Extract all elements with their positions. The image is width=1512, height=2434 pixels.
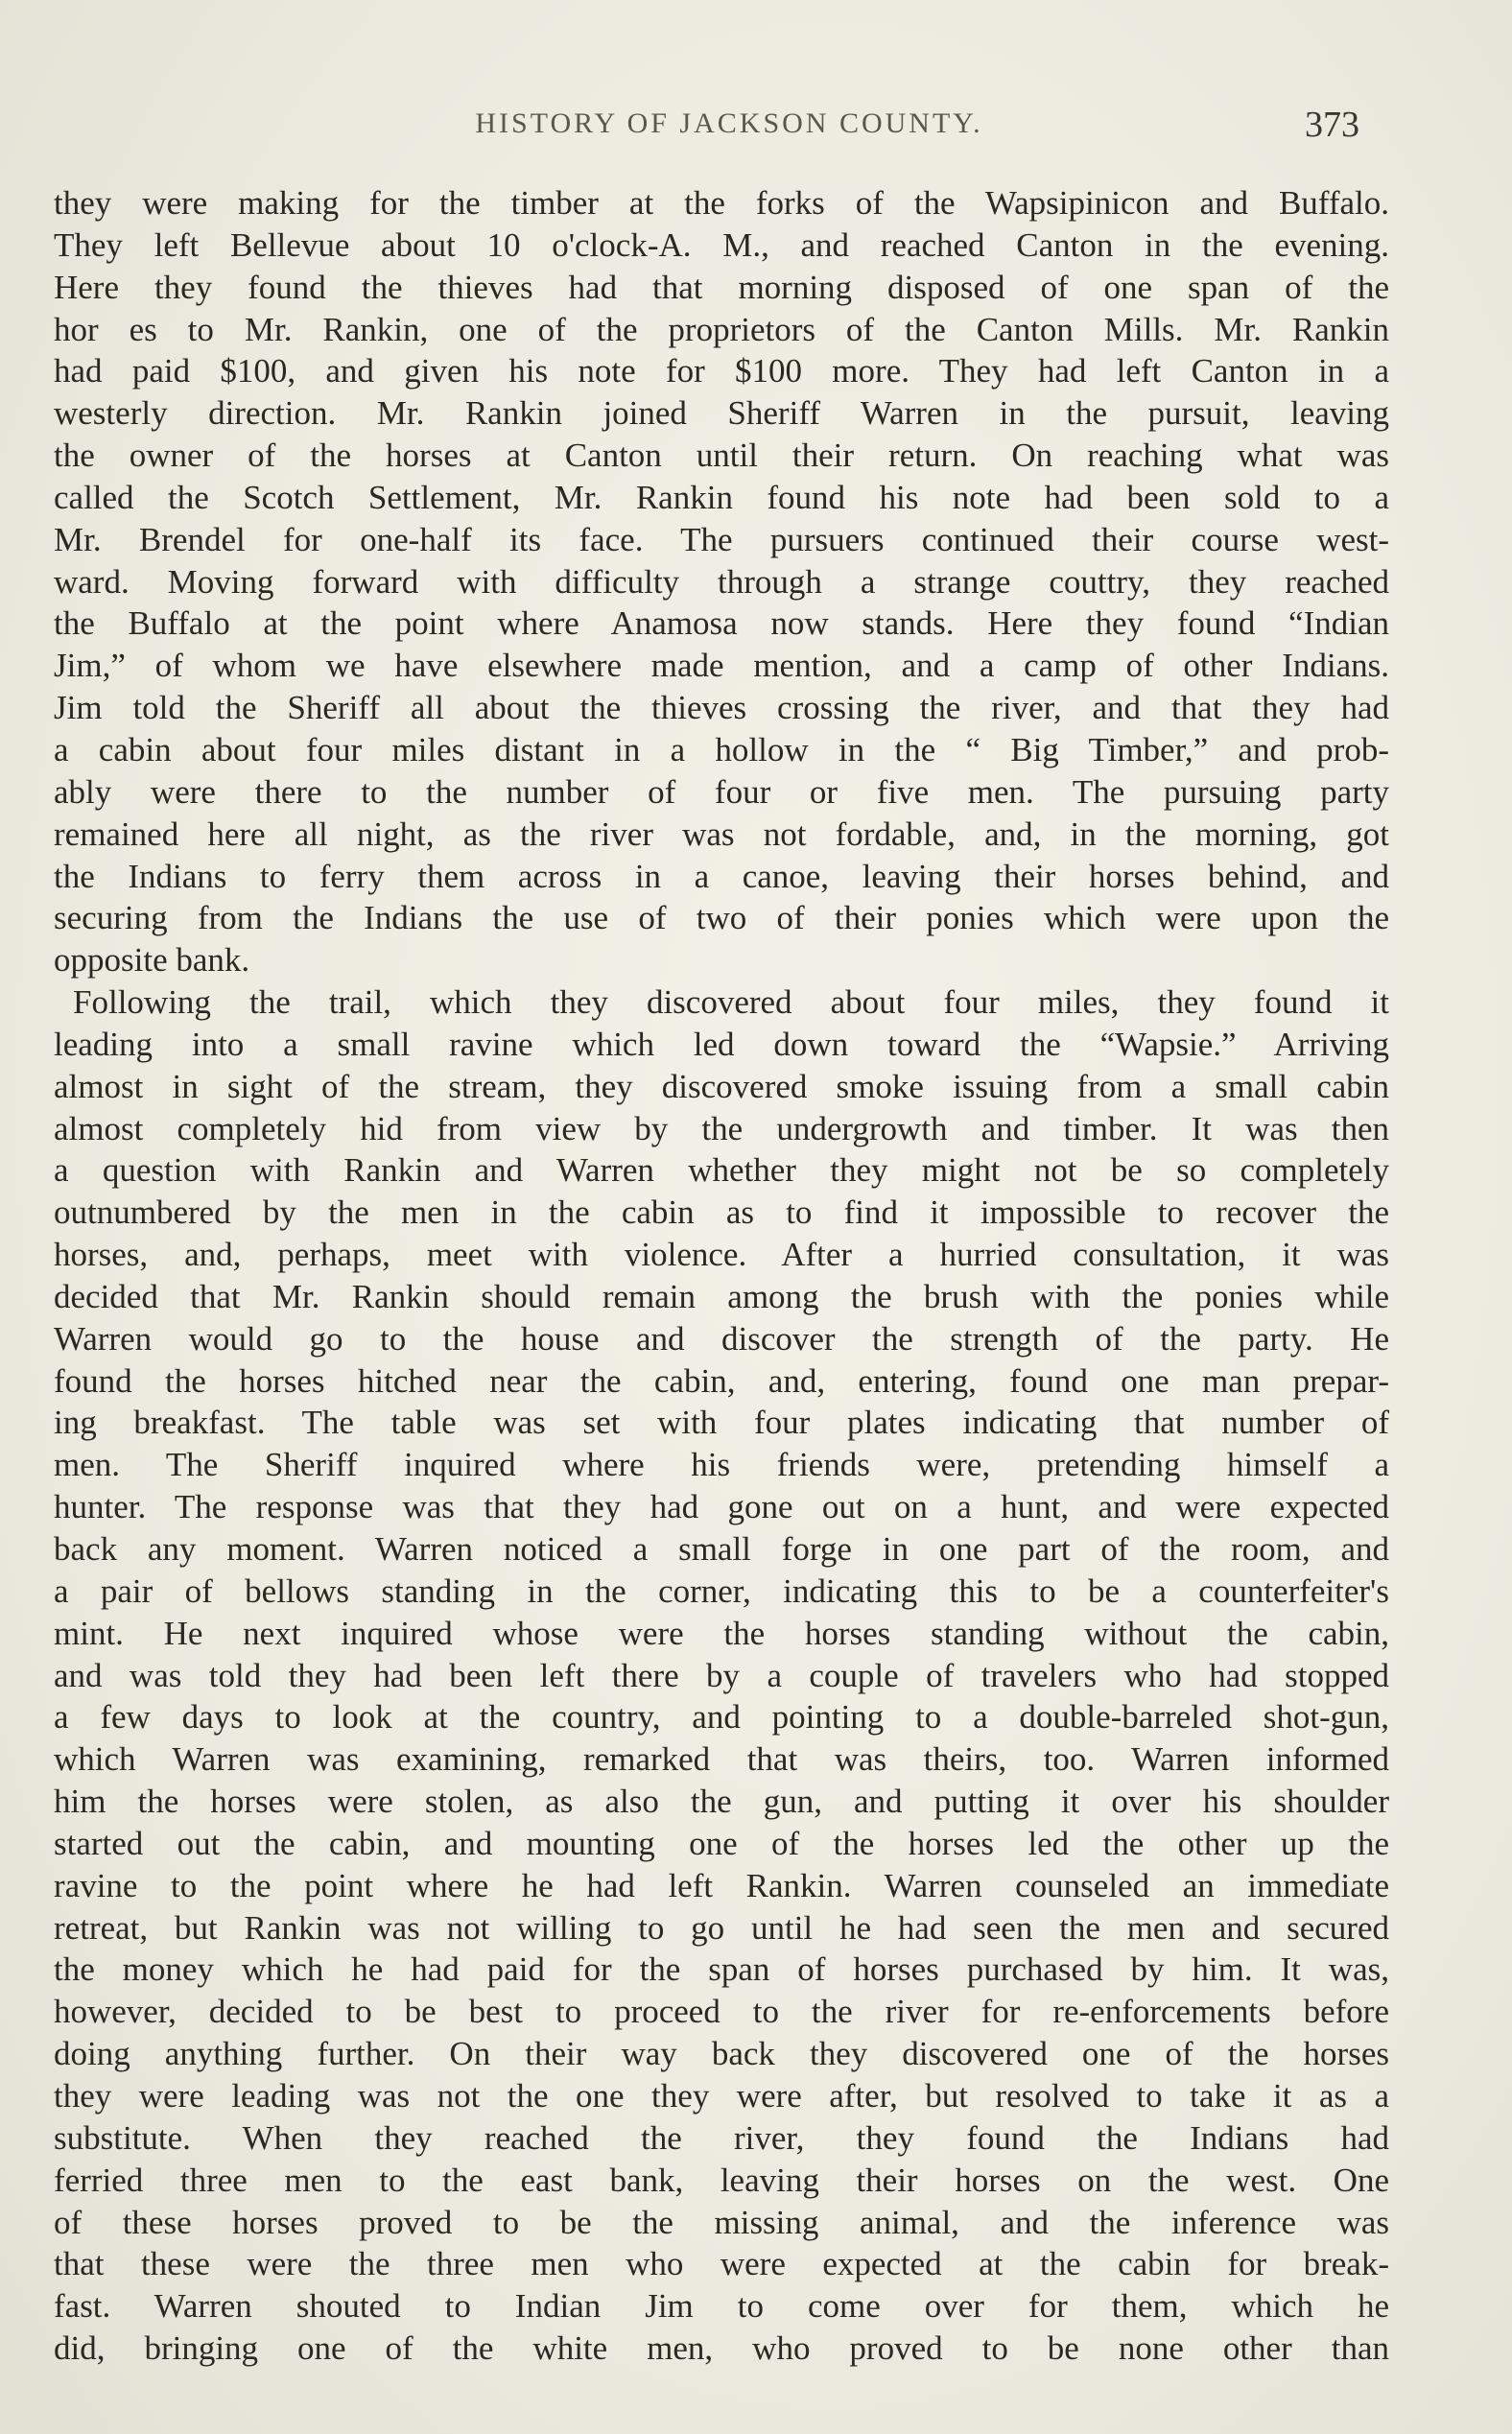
text-line: securing from the Indians the use of two of their ponies which were upon the xyxy=(54,899,1389,937)
text-line: ing breakfast. The table was set with four plates indicating that number of xyxy=(54,1404,1389,1442)
text-line: decided that Mr. Rankin should remain among the brush with the ponies while xyxy=(54,1277,1389,1315)
text-line: the Indians to ferry them across in a canoe, leaving their horses behind, and xyxy=(54,857,1389,895)
text-line: ward. Moving forward with difficulty through a strange couttry, they reached xyxy=(54,562,1389,601)
text-line: which Warren was examining, remarked that was theirs, too. Warren informed xyxy=(54,1740,1389,1779)
text-line: almost in sight of the stream, they discovered smoke issuing from a small cabin xyxy=(54,1067,1389,1105)
text-line: called the Scotch Settlement, Mr. Rankin found his note had been sold to a xyxy=(54,478,1389,516)
text-line: they were leading was not the one they were after, but resolved to take it as a xyxy=(54,2076,1389,2115)
text-line: back any moment. Warren noticed a small forge in one part of the room, and xyxy=(54,1530,1389,1568)
text-line: of these horses proved to be the missing animal, and the inference was xyxy=(54,2203,1389,2241)
text-line: ably were there to the number of four or five men. The pursuing party xyxy=(54,772,1389,811)
text-line: westerly direction. Mr. Rankin joined Sheriff Warren in the pursuit, leaving xyxy=(54,394,1389,433)
text-line: did, bringing one of the white men, who proved to be none other than xyxy=(54,2329,1389,2368)
text-line: a question with Rankin and Warren whether they might not be so completely xyxy=(54,1151,1389,1190)
text-line: horses, and, perhaps, meet with violence. After a hurried consultation, it was xyxy=(54,1236,1389,1274)
text-line: a cabin about four miles distant in a hollow in the “ Big Timber,” and prob- xyxy=(54,730,1389,768)
text-line: ravine to the point where he had left Rankin. Warren counseled an immediate xyxy=(54,1866,1389,1904)
text-line: fast. Warren shouted to Indian Jim to come over for them, which he xyxy=(54,2287,1389,2326)
page-number: 373 xyxy=(1305,105,1359,145)
text-line: they were making for the timber at the forks of the Wapsipinicon and Buffalo. xyxy=(54,184,1389,222)
text-line: a few days to look at the country, and pointing to a double-barreled shot-gun, xyxy=(54,1698,1389,1737)
body-text xyxy=(54,182,1389,2370)
text-line: and was told they had been left there by a couple of travelers who had stopped xyxy=(54,1656,1389,1694)
text-line: him the horses were stolen, as also the gun, and putting it over his shoulder xyxy=(54,1783,1389,1821)
running-head: HISTORY OF JACKSON COUNTY. xyxy=(475,107,983,139)
text-line: the Buffalo at the point where Anamosa now stands. Here they found “Indian xyxy=(54,604,1389,643)
text-line: the money which he had paid for the span of horses purchased by him. It was, xyxy=(54,1950,1389,1989)
text-line: a pair of bellows standing in the corner, indicating this to be a counterfeiter's xyxy=(54,1571,1389,1610)
text-line: Jim told the Sheriff all about the thieves crossing the river, and that they had xyxy=(54,689,1389,727)
text-line: opposite bank. xyxy=(54,941,250,980)
text-line: almost completely hid from view by the undergrowth and timber. It was then xyxy=(54,1109,1389,1147)
text-line: had paid $100, and given his note for $100 more. They had left Canton in a xyxy=(54,352,1389,390)
text-line: retreat, but Rankin was not willing to go until he had seen the men and secured xyxy=(54,1908,1389,1947)
text-line: Following the trail, which they discovered about four miles, they found it xyxy=(73,983,1389,1022)
text-line: outnumbered by the men in the cabin as to find it impossible to recover the xyxy=(54,1193,1389,1232)
text-line: Here they found the thieves had that morning disposed of one span of the xyxy=(54,268,1389,306)
text-line: Warren would go to the house and discover the strength of the party. He xyxy=(54,1319,1389,1358)
text-line: leading into a small ravine which led down toward the “Wapsie.” Arriving xyxy=(54,1025,1389,1063)
text-line: started out the cabin, and mounting one of the horses led the other up the xyxy=(54,1824,1389,1862)
text-line: remained here all night, as the river was not fordable, and, in the morning, got xyxy=(54,815,1389,853)
text-line: doing anything further. On their way back they discovered one of the horses xyxy=(54,2035,1389,2073)
text-line: found the horses hitched near the cabin, and, entering, found one man prepar- xyxy=(54,1361,1389,1400)
text-line: They left Bellevue about 10 o'clock-A. M., and reached Canton in the evening. xyxy=(54,225,1389,264)
text-line: Mr. Brendel for one-half its face. The pursuers continued their course west- xyxy=(54,520,1389,558)
text-line: ferried three men to the east bank, leaving their horses on the west. One xyxy=(54,2161,1389,2199)
text-line: substitute. When they reached the river, they found the Indians had xyxy=(54,2118,1389,2157)
text-line: Jim,” of whom we have elsewhere made mention, and a camp of other Indians. xyxy=(54,647,1389,685)
text-line: that these were the three men who were expected at the cabin for break- xyxy=(54,2245,1389,2283)
text-line: men. The Sheriff inquired where his friends were, pretending himself a xyxy=(54,1446,1389,1484)
text-line: however, decided to be best to proceed to the river for re-enforcements before xyxy=(54,1993,1389,2031)
text-line: hor es to Mr. Rankin, one of the proprietors of the Canton Mills. Mr. Rankin xyxy=(54,310,1389,348)
text-line: hunter. The response was that they had gone out on a hunt, and were expected xyxy=(54,1488,1389,1526)
text-line: mint. He next inquired whose were the horses standing without the cabin, xyxy=(54,1614,1389,1652)
text-line: the owner of the horses at Canton until their return. On reaching what was xyxy=(54,437,1389,475)
